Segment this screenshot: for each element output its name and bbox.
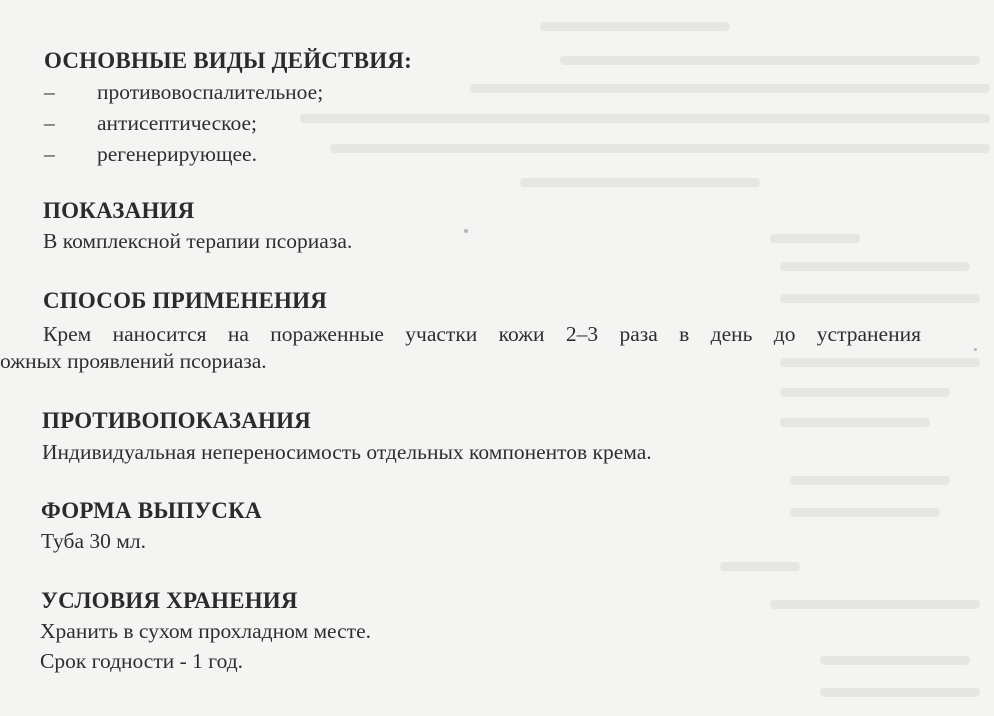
scan-speck xyxy=(974,348,977,351)
actions-heading: ОСНОВНЫЕ ВИДЫ ДЕЙСТВИЯ: xyxy=(44,48,412,73)
list-bullet: – xyxy=(44,80,55,104)
storage-text-line-1: Хранить в сухом прохладном месте. xyxy=(40,619,371,643)
contraindications-text: Индивидуальная непереносимость отдельных компонентов крема. xyxy=(42,440,652,464)
indications-heading: ПОКАЗАНИЯ xyxy=(43,198,195,223)
usage-heading: СПОСОБ ПРИМЕНЕНИЯ xyxy=(43,288,328,313)
actions-item-antiseptic: антисептическое; xyxy=(97,111,258,135)
indications-text: В комплексной терапии псориаза. xyxy=(43,229,353,253)
usage-text-line-1: Крем наносится на пораженные участки кожи 2–3 раза в день до устранения xyxy=(43,322,921,346)
release-form-text: Туба 30 мл. xyxy=(41,529,146,553)
contraindications-heading: ПРОТИВОПОКАЗАНИЯ xyxy=(42,408,311,433)
storage-heading: УСЛОВИЯ ХРАНЕНИЯ xyxy=(41,588,298,613)
usage-text-line-2: ожных проявлений псориаза. xyxy=(0,349,267,373)
actions-item-regenerating: регенерирующее. xyxy=(97,142,257,166)
actions-item-anti-inflammatory: противовоспалительное; xyxy=(97,80,324,104)
storage-text-line-2: Срок годности - 1 год. xyxy=(40,649,244,673)
release-form-heading: ФОРМА ВЫПУСКА xyxy=(41,498,262,523)
scan-speck xyxy=(464,229,468,233)
list-bullet: – xyxy=(44,142,55,166)
list-bullet: – xyxy=(44,111,55,135)
